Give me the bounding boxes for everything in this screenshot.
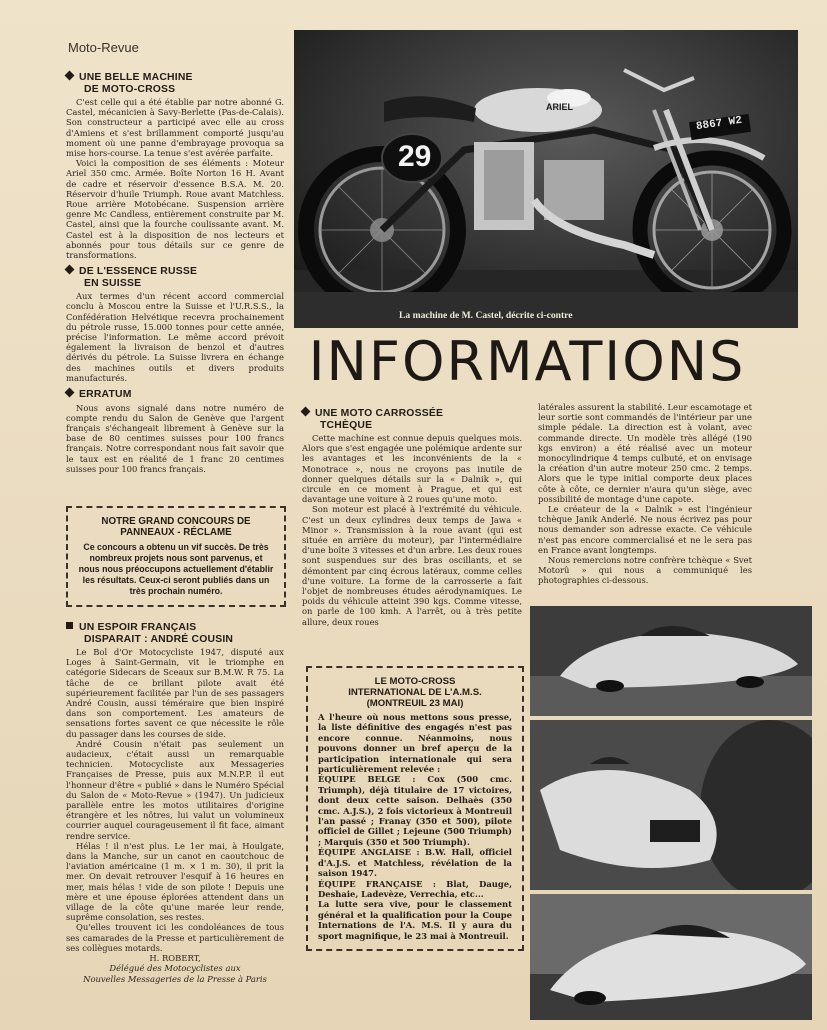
box-paragraph: ÉQUIPE FRANÇAISE : Blat, Dauge, Deshaie, Ladevèze, Verrechia, etc...	[318, 878, 512, 899]
paragraph: Son moteur est placé à l'extrémité du véhicule. C'est un deux cylindres deux temps de Jawa « Minor ». Transmission à la roue avant (qui est située en arrière du moteur), par l'intermédiaire d'une boîte 3 vitesses et d'un arbre. Les deux roues sont suspendues sur des bras oscillants, et se démontent par cinq écrous latéraux, comme celles d'une voiture. La forme de la carrosserie a fait l'objet de nombreuses études aérodynamiques. Le poids du véhicule atteint 390 kgs. Comme vitesse, on parle de 100 kmh. A l'arrêt, ou à très petite allure, deux roues	[302, 504, 522, 627]
box-title: NOTRE GRAND CONCOURS DE PANNEAUX - RÉCLAME	[101, 516, 251, 538]
paragraph: Nous avons signalé dans notre numéro de compte rendu du Salon de Genève que l'argent français s'échangeait librement à Genève sur la base de 80 centimes suisses pour 100 francs français. Notre correspondant nous fait savoir que le taux est en réalité de 1 franc 20 centimes suisses pour 100 francs français.	[66, 402, 284, 474]
diamond-bullet-icon	[65, 71, 75, 81]
article-heading: DE L'ESSENCE RUSSE EN SUISSE	[66, 266, 284, 289]
streamlined-vehicle-illustration	[530, 720, 812, 890]
paragraph: latérales assurent la stabilité. Leur escamotage et leur sortie sont commandés de l'intérieur par une simple pédale. La direction est à volant, avec commande directe. Un modèle très allégé (190 kgs environ) a été réalisé avec un moteur monocylindrique 4 temps culbuté, et on envisage la création d'un autre moteur 250 cmc. 2 temps. Alors que le type initial comporte deux places côte à côte, ce dernier n'aura qu'un siège, avec possibilité de montage d'une capote.	[538, 402, 752, 504]
motocross-box	[306, 666, 524, 951]
signature: H. ROBERT,	[149, 953, 201, 964]
box-paragraph: ÉQUIPE BELGE : Cox (500 cmc. Triumph), déjà titulaire de 17 victoires, dont deux cette saison. Delhaès (350 cmc. A.J.S.), 2 fois victorieux à Montreuil l'an passé ; Franay (350 et 500), pilote officiel de Gillet ; Lejeune (500 Triumph) ; Marquis (350 et 500 Triumph).	[318, 774, 512, 847]
race-number: 29	[398, 140, 432, 173]
magazine-header: Moto-Revue	[68, 40, 139, 55]
left-column-lower	[66, 616, 284, 984]
box-title: LE MOTO-CROSS INTERNATIONAL DE L'A.M.S. (MONTREUIL 23 MAI)	[348, 676, 482, 709]
box-paragraph: ÉQUIPE ANGLAISE : B.W. Hall, officiel d'A.J.S. et Matchless, révélation de la saison 1947.	[318, 847, 512, 879]
photo-caption: La machine de M. Castel, décrite ci-contre	[399, 310, 573, 321]
dalnik-photo-1	[530, 606, 812, 716]
paragraph: Cette machine est connue depuis quelques mois. Alors que s'est engagée une polémique ardente sur les avantages et les inconvénients de la « Monotrace », nous ne croyons pas inutile de donner quelques détails sur la « Dalnik », qui circule en ce moment à Prague, et qui est davantage une voiture à 2 roues qu'une moto.	[302, 433, 522, 505]
right-column	[538, 402, 752, 586]
paragraph: Nous remercions notre confrère tchèque « Svet Motorû » qui nous a communiqué les photographies ci-dessous.	[538, 555, 752, 586]
tank-brand: ARIEL	[546, 102, 573, 112]
paragraph: Qu'elles trouvent ici les condoléances de tous ses camarades de la Presse et particulièrement de ses collègues motards.	[66, 922, 284, 953]
dalnik-photo-3	[530, 894, 812, 1020]
contest-box	[66, 506, 286, 607]
diamond-bullet-icon	[301, 407, 311, 417]
box-paragraph: La lutte sera vive, pour le classement général et la qualification pour la Coupe Internations de l'A. M.S. Il y aura du sport magnifique, le 23 mai à Montreuil.	[318, 899, 512, 941]
paragraph: C'est celle qui a été établie par notre abonné G. Castel, mécanicien à Savy-Berlette (Pas-de-Calais). Son constructeur a participé avec elle au cross d'Amiens et s'est brillamment comporté jusqu'au moment où une panne d'embrayage provoqua sa mise hors-course. La tenue s'est avérée parfaite.	[66, 97, 284, 159]
diamond-bullet-icon	[65, 265, 75, 275]
paragraph: Voici la composition de ses éléments : Moteur Ariel 350 cmc. Armée. Boîte Norton 16 H. Avant de cadre et réservoir d'essence B.S.A. M. 20. Réservoir d'huile Triumph. Roue avant Matchless. Roue arrière Motobécane. Suspension arrière genre Mc Candless, entièrement construite par M. Castel, ainsi que la fourche coulissante avant. M. Castel est à la disposition de nos lecteurs et abonnés pour tous détails sur ce genre de transformations.	[66, 158, 284, 261]
paragraph: André Cousin n'était pas seulement un audacieux, c'était aussi un remarquable technicien. Motocycliste aux Messageries Françaises de Presse, puis aux M.N.P.P. il eut l'honneur d'être « publié » dans le Numéro Spécial du Salon de « Moto-Revue » (1947). Un judicieux parallèle entre les motos utilitaires d'origine étrangère et les nôtres, lui valut un volumineux courrier auquel courageusement il fit face, aimant rendre service.	[66, 738, 284, 841]
dalnik-photo-2	[530, 720, 812, 890]
motorcycle-photo	[294, 30, 798, 328]
page-title: INFORMATIONS	[308, 330, 746, 393]
article-heading: UN ESPOIR FRANÇAIS DISPARAIT : ANDRÉ COUSIN	[66, 622, 284, 645]
diamond-bullet-icon	[65, 388, 75, 398]
middle-column	[302, 402, 522, 627]
article-heading: ERRATUM	[66, 389, 284, 401]
square-bullet-icon	[66, 622, 73, 629]
motorcycle-illustration	[294, 30, 798, 328]
paragraph: Hélas ! il n'est plus. Le 1er mai, à Houlgate, dans la Manche, sur un canot en caoutchouc de l'aviation américaine (1 m. × 1 m. 30), il prit la mer. On devait retrouver l'esquif à 16 heures en mer, mais hélas ! vide de son pilote ! Depuis une mère et une épouse éplorées attendent dans un village de la côte qu'une marée leur rende, suprême consolation, ses restes.	[66, 840, 284, 923]
signature-role: Nouvelles Messageries de la Presse à Paris	[83, 973, 267, 984]
box-paragraph: A l'heure où nous mettons sous presse, la liste définitive des engagés n'est pas encore connue. Néanmoins, nous pouvons donner un bref aperçu de la participation internationale qui sera particulièrement relevée :	[318, 712, 512, 775]
article-heading: UNE MOTO CARROSSÉE TCHÈQUE	[302, 408, 522, 431]
left-column	[66, 66, 284, 474]
signature-role: Délégué des Motocyclistes aux	[109, 963, 241, 974]
paragraph: Le créateur de la « Dalnik » est l'ingénieur tchèque Janik Anderlé. Ne nous écrivez pas pour nous demander son adresse exacte. Ce véhicule n'est pas encore commercialisé et ne le sera pas en France avant longtemps.	[538, 504, 752, 555]
streamlined-vehicle-illustration	[530, 894, 812, 1020]
streamlined-vehicle-illustration	[530, 606, 812, 716]
box-body: Ce concours a obtenu un vif succès. De très nombreux projets nous sont parvenus, et nous nous préoccupons actuellement d'établir les résultats. Ceux-ci seront publiés dans un très prochain numéro.	[78, 542, 274, 596]
paragraph: Aux termes d'un récent accord commercial conclu à Moscou entre la Suisse et l'U.R.S.S., la Confédération Helvétique recevra prochainement du pétrole russe, 15.000 tonnes pour cette année, précise l'information. Le même accord prévoit également la livraison de benzol et d'autres dérivés du pétrole. La Suisse livrera en échange des machines outils et divers produits manufacturés.	[66, 291, 284, 383]
license-plate: 8867 W2	[695, 114, 743, 134]
article-heading: UNE BELLE MACHINE DE MOTO-CROSS	[66, 72, 284, 95]
paragraph: Le Bol d'Or Motocycliste 1947, disputé aux Loges à Saint-Germain, vit le triomphe en catégorie Sidecars de Sceaux sur B.M.W. R 75. La tâche de ce brillant pilote avait été supérieurement facilitée par l'un de ses passagers André Cousin, aussi téméraire que bien inspiré dans son comportement. Les amateurs de sensations fortes savent ce que nécessite le rôle du passager dans les courses de side.	[66, 647, 284, 739]
